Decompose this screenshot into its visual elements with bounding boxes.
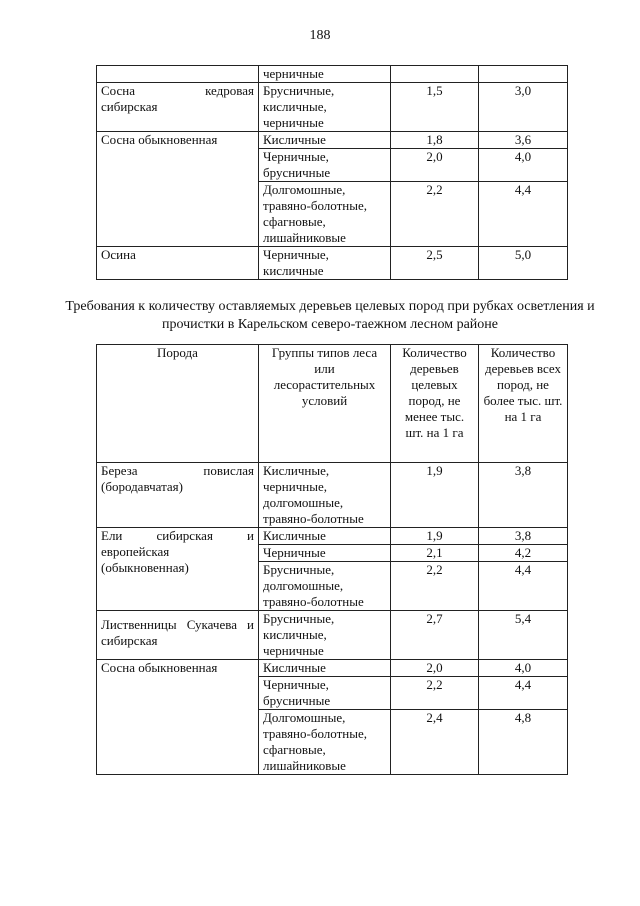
max-all-trees-cell: 4,0 — [479, 660, 568, 677]
max-all-trees-cell: 4,8 — [479, 710, 568, 775]
min-target-trees-cell: 2,2 — [391, 182, 479, 247]
min-target-trees-cell: 2,0 — [391, 149, 479, 182]
forest-group-cell: Кисличные, черничные, долгомошные, травяно-болотные — [259, 463, 391, 528]
min-target-trees-cell — [391, 66, 479, 83]
max-all-trees-cell: 4,4 — [479, 562, 568, 611]
min-target-trees-cell: 2,1 — [391, 545, 479, 562]
forest-group-cell: Брусничные, долгомошные, травяно-болотные — [259, 562, 391, 611]
max-all-trees-cell: 3,0 — [479, 83, 568, 132]
species-cell: Сосна кедровая сибирская — [97, 83, 259, 132]
forest-group-cell: Черничные, брусничные — [259, 677, 391, 710]
min-target-trees-cell: 1,5 — [391, 83, 479, 132]
min-target-trees-cell: 2,5 — [391, 247, 479, 280]
max-all-trees-cell: 3,8 — [479, 528, 568, 545]
table-row — [97, 611, 568, 660]
forest-group-cell: Черничные — [259, 545, 391, 562]
forest-group-cell: Черничные, брусничные — [259, 149, 391, 182]
forest-group-cell: Черничные, кисличные — [259, 247, 391, 280]
min-target-trees-cell: 2,2 — [391, 677, 479, 710]
table-row — [97, 83, 568, 132]
species-cell: Ели сибирская и европейская (обыкновенная) — [97, 528, 259, 611]
forest-group-cell: Брусничные, кисличные, черничные — [259, 83, 391, 132]
table-row — [97, 528, 568, 545]
header-max-all-trees: Количество деревьев всех пород, не более тыс. шт. на 1 га — [479, 345, 568, 463]
max-all-trees-cell — [479, 66, 568, 83]
forest-group-cell: Брусничные, кисличные, черничные — [259, 611, 391, 660]
table-continuation — [96, 65, 568, 280]
forest-group-cell: Кисличные — [259, 660, 391, 677]
max-all-trees-cell: 4,4 — [479, 677, 568, 710]
max-all-trees-cell: 4,0 — [479, 149, 568, 182]
header-species: Порода — [97, 345, 259, 463]
species-cell: Сосна обыкновенная — [97, 132, 259, 247]
max-all-trees-cell: 4,4 — [479, 182, 568, 247]
species-cell: Осина — [97, 247, 259, 280]
min-target-trees-cell: 2,0 — [391, 660, 479, 677]
table-karelian-taiga — [96, 344, 568, 775]
max-all-trees-cell: 5,4 — [479, 611, 568, 660]
page-number: 188 — [309, 28, 331, 43]
species-cell — [97, 66, 259, 83]
min-target-trees-cell: 2,2 — [391, 562, 479, 611]
header-forest-groups: Группы типов леса или лесорастительных условий — [259, 345, 391, 463]
max-all-trees-cell: 4,2 — [479, 545, 568, 562]
max-all-trees-cell: 3,6 — [479, 132, 568, 149]
min-target-trees-cell: 2,7 — [391, 611, 479, 660]
table-caption: Требования к количеству оставляемых деревьев целевых пород при рубках осветления и прочистки в Карельском северо-таежном лесном районе — [65, 299, 595, 332]
table-row — [97, 247, 568, 280]
min-target-trees-cell: 1,9 — [391, 528, 479, 545]
table-row — [97, 132, 568, 149]
table-row — [97, 463, 568, 528]
forest-group-cell: Кисличные — [259, 132, 391, 149]
species-cell: Лиственницы Сукачева и сибирская — [97, 611, 259, 660]
max-all-trees-cell: 5,0 — [479, 247, 568, 280]
table-row — [97, 660, 568, 677]
forest-group-cell: Долгомошные, травяно-болотные, сфагновые, лишайниковые — [259, 182, 391, 247]
max-all-trees-cell: 3,8 — [479, 463, 568, 528]
header-min-target-trees: Количество деревьев целевых пород, не менее тыс. шт. на 1 га — [391, 345, 479, 463]
species-cell: Сосна обыкновенная — [97, 660, 259, 775]
species-cell: Береза повислая (бородавчатая) — [97, 463, 259, 528]
table-row — [97, 66, 568, 83]
min-target-trees-cell: 1,8 — [391, 132, 479, 149]
min-target-trees-cell: 2,4 — [391, 710, 479, 775]
min-target-trees-cell: 1,9 — [391, 463, 479, 528]
forest-group-cell: Кисличные — [259, 528, 391, 545]
forest-group-cell: черничные — [259, 66, 391, 83]
table-header-row — [97, 345, 568, 463]
forest-group-cell: Долгомошные, травяно-болотные, сфагновые, лишайниковые — [259, 710, 391, 775]
